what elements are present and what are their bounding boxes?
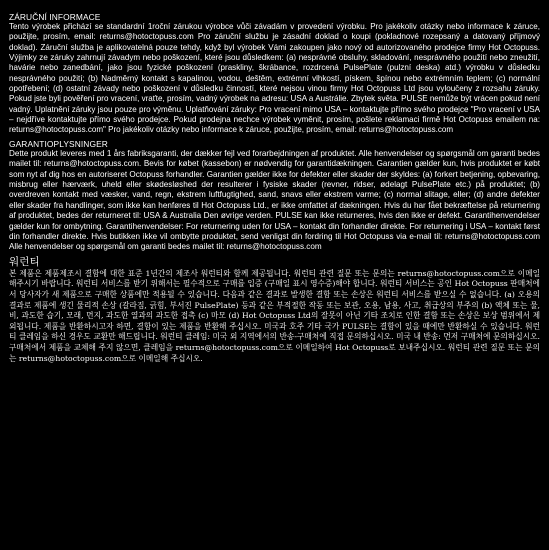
warranty-section-korean bbox=[9, 256, 540, 364]
section-heading: 워런티 bbox=[9, 255, 40, 268]
section-heading: GARANTIOPLYSNINGER bbox=[9, 138, 108, 149]
section-heading: ZÁRUČNÍ INFORMACE bbox=[9, 12, 101, 22]
warranty-section-czech bbox=[9, 12, 540, 136]
section-body: Dette produkt leveres med 1 års fabriksgaranti, der dækker fejl ved forarbejdningen af produktet. Alle henvendelser og spørgsmål om garanti bedes mailet til: returns@hotoctopuss.com. Bevis for købet (kassebon) er nødvendig for garantidækningen. Garantien gælder kun, hvis produktet er købt som nyt af dig hos en autoriseret Octopuss forhandler. Garantien gælder ikke for defekter eller skader der skyldes: (a) forkert betjening, opbevaring, misbrug eller hærværk, uheld eller skødesløshed der resulterer i fysiske skader (revner, ridser, ødelagt PulsePlate etc.) på produktet; (b) overdreven kontakt med væsker, vand, regn, ekstrem luftfugtighed, sand, snavs eller ekstrem varme; (c) normal slitage, eller; (d) andre defekter eller skader fra handlinger, som ikke kan henføres til Hot Octopuss Ltd., er ikke omfattet af dækningen. Hvis du har fået bekræftelse på returnering af produktet, bedes der returneret til: USA & Australia Den øvrige verden. PULSE kan ikke returneres, hvis den ikke er defekt. Garantihenvendelser gælder kun for ombytning. Garantihenvendelser: For returnering uden for USA – kontakt din forhandler direkte. For returnering i USA – kontakt først din forhandler direkte. Hvis butikken ikke vil ombytte produktet, send venligst din fordring til Hot Octopuss via e-mail til: returns@hotoctopuss.com Alle henvendelser og spørgsmål om garanti bedes mailet til: returns@hotoctopuss.com bbox=[9, 148, 540, 252]
warranty-section-danish bbox=[9, 139, 540, 253]
section-body: Tento výrobek přichází se standardní 1roční zárukou výrobce vůči závadám v provedení výrobku. Pro jakékoliv otázky nebo informace k záruce, použijte, prosím, email: returns@hotoctopuss.com Pro záruční službu je zásadní doklad o koupi (pokladnové rozepsaný a datovaný příjmový doklad). Záruční služba je aplikovatelná pouze tehdy, když byl výrobek Vámi zakoupen jako nový od autorizovaného prodejce firmy Hot Octopuss. Výjimky ze záruky zahrnují závadym nebo poškození, které jsou důsledkem: (a) nesprávné obsluhy, skladování, nesprávného použití nebo zneužití, havárie nebo zanedbání, jako jsou fyzické poškození (praskliny, škrábance, rozdrcená PulsePlate (pulzní deska) atd.) výrobku v důsledku nesprávného použití; (b) Nadměrný kontakt s kapalinou, vodou, deštěm, extrémní vlhkostí, pískem, špínou nebo extrémním teplem; (c) normální opotřebení; (d) ostatní závady nebo poškození v důsledku činností, které nejsou vinou firmy Hot Octopuss Ltd jsou vyloučeny z rozsahu záruky. Pokud jste byli pověření pro vracení, vraťte, prosím, vadný výrobek na adresu: USA a Austrálie. Zbytek světa. PULSE nemůže být vrácen pokud není vadný. Uplatnění záruky jsou pouze pro výměnu. Uplatňování záruky: Pro vracení mimo USA – kontaktujte přímo svého prodejce "Pro vracení v USA – nejdříve kontaktujte přímo svého prodejce. Pokud prodejna nechce výrobek vyměnit, prosím, pošlete reklamaci firmě Hot Octopuss emailem na: returns@hotoctopuss.com" Pro jakékoliv otázky nebo informace k záruce, použijte, prosím, email: returns@hotoctopuss.com bbox=[9, 22, 540, 135]
section-body: 본 제품은 제품제조시 결함에 대한 표준 1년간의 제조사 워런티와 함께 제공됩니다. 워런티 관련 질문 또는 문의는 returns@hotoctopuss.com으로 이메일 해주시기 바랍니다. 워런티 서비스를 받기 위해서는 필수적으로 구매를 입증 (구매일 표시 영수증)해야 합니다. 워런티 서비스는 공인 Hot Octopuss 판매처에서 당사자가 새 제품으로 구매한 상품에만 적용될 수 있습니다. 다음과 같은 결과로 발생한 결함 또는 손상은 워런티 서비스를 받으실 수 없습니다. (a) 오용의 결과로 제품에 생긴 물리적 손상 (갈라짐, 긁힘, 부서진 PulsePlate) 등과 같은 부적절한 작동 또는 보관, 오용, 남용, 사고, 취급상의 부주의 (b) 액체 또는 물, 비, 과도한 습기, 모래, 먼지, 과도한 열과의 과도한 접촉 (c) 마모 (d) Hot Octopuss Ltd의 잘못이 아닌 기타 조치로 인한 결함 또는 손상은 보상 범위에서 제외됩니다. 제품을 반환하시고자 하면, 결함이 있는 제품을 반환해 주십시오. 미국과 호주 기타 국가 PULSE는 결함이 있을 때에만 반환하실 수 있습니다. 워런티 클레임을 하신 경우도 교환만 해드립니다. 워런티 클레임: 미국 외 지역에서의 반송-구매처에 직접 문의하십시오. 미국 내 반송: 먼저 구매처에 문의하십시오. 구매처에서 제품을 교체해 주지 않으면, 클레임을 returns@hotoctopuss.com으로 이메일하여 Hot Octopuss로 보내주십시오. 워런티 관련 질문 또는 문의는 returns@hotoctopuss.com으로 이메일해 주십시오. bbox=[9, 268, 540, 363]
